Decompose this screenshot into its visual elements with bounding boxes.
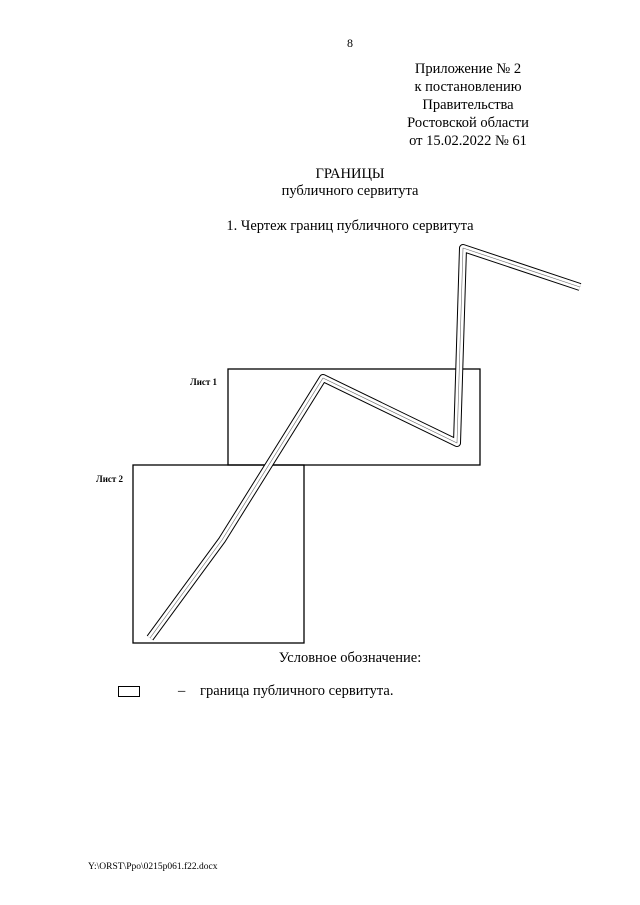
appendix-line: Ростовской области [407,115,529,131]
legend-boundary-symbol [118,686,140,697]
appendix-line: Правительства [422,97,514,113]
section-heading: 1. Чертеж границ публичного сервитута [226,218,474,234]
appendix-line: к постановлению [414,79,522,95]
legend-title: Условное обозначение: [278,650,422,666]
appendix-line: от 15.02.2022 № 61 [409,133,527,149]
title-main: ГРАНИЦЫ [315,166,385,182]
sheet-2-label: Лист 2 [96,474,124,484]
footer-file-path: Y:\ORST\Ppo\0215p061.f22.docx [88,862,218,872]
sheet-2-frame [133,465,304,643]
servitude-corridor [150,248,580,638]
appendix-line: Приложение № 2 [414,61,522,77]
page-number: 8 [347,36,353,50]
legend-dash: – [178,683,186,699]
title-sub: публичного сервитута [281,183,419,199]
legend-item-text: граница публичного сервитута. [200,683,394,699]
sheet-1-frame [228,369,480,465]
sheet-1-label: Лист 1 [190,377,218,387]
